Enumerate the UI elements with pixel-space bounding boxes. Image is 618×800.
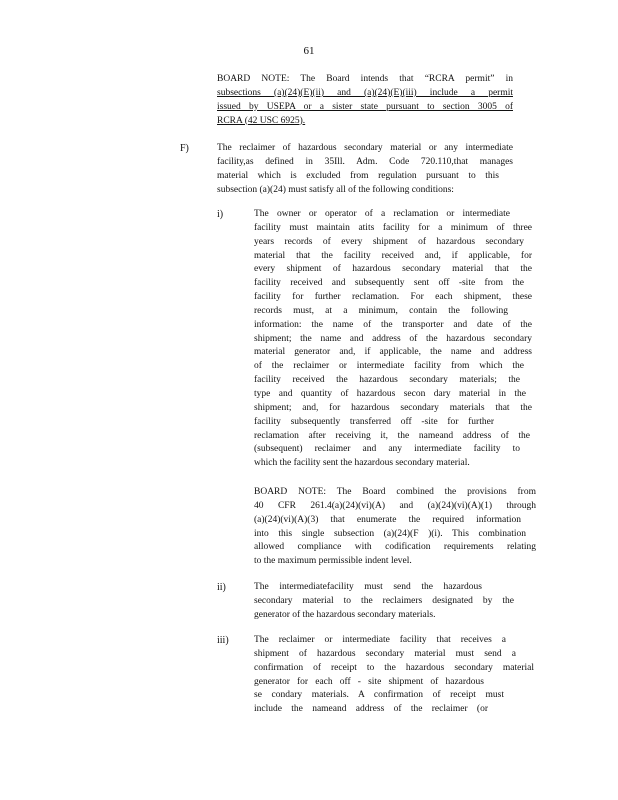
text-line: facility received and subsequently sent off -site from the — [254, 278, 524, 289]
text-line: facility for further reclamation. For each shipment, these — [254, 292, 532, 303]
text-line: RCRA (42 USC 6925). — [217, 115, 306, 126]
item-ii-text — [254, 581, 514, 623]
item-i-text — [254, 208, 532, 471]
item-f-text — [217, 142, 513, 197]
board-note-combined-provisions — [254, 486, 536, 569]
text-line: years records of every shipment of hazardous secondary — [254, 236, 524, 247]
text-line: which the facility sent the hazardous secondary material. — [254, 458, 470, 469]
text-line: facility,as defined in 35Ill. Adm. Code 720.110,that manages — [217, 156, 513, 167]
text-line: BOARD NOTE: The Board combined the provisions from — [254, 487, 536, 497]
item-iii-text — [254, 634, 534, 717]
text-line: 40 CFR 261.4(a)(24)(vi)(A) and (a)(24)(vi)(A)(1) through — [254, 500, 536, 511]
text-line: generator of the hazardous secondary materials. — [254, 609, 436, 620]
text-line: issued by USEPA or a sister state pursuant to section 3005 of — [217, 101, 513, 112]
text-line: (a)(24)(vi)(A)(3) that enumerate the required information — [254, 514, 521, 525]
text-line: material that the facility received and, if applicable, for — [254, 250, 532, 261]
item-iii-marker: iii) — [217, 635, 229, 646]
text-line: of the reclaimer or intermediate facility from which the — [254, 361, 524, 372]
text-line: BOARD NOTE: The Board intends that “RCRA permit” in — [217, 74, 513, 84]
text-line: The reclaimer or intermediate facility that receives a — [254, 635, 506, 645]
text-line: every shipment of hazardous secondary material that the — [254, 264, 532, 275]
text-line: type and quantity of hazardous secon dary material in the — [254, 388, 526, 399]
text-line: confirmation of receipt to the hazardous secondary material — [254, 662, 534, 673]
text-line: information: the name of the transporter and date of the — [254, 319, 532, 330]
text-line: (subsequent) reclaimer and any intermediate facility to — [254, 444, 520, 455]
page-number: 61 — [303, 45, 315, 57]
item-ii-marker: ii) — [217, 582, 226, 593]
text-line: allowed compliance with codification requirements relating — [254, 542, 536, 553]
text-line: subsections (a)(24)(E)(ii) and (a)(24)(E)(iii) include a permit — [217, 87, 513, 98]
text-line: include the nameand address of the reclaimer (or — [254, 704, 488, 715]
text-line: The intermediatefacility must send the hazardous — [254, 582, 482, 592]
board-note-rcra-permit — [217, 73, 513, 128]
text-line: secondary material to the reclaimers designated by the — [254, 595, 514, 606]
text-line: shipment; and, for hazardous secondary materials that the — [254, 402, 532, 413]
text-line: The owner or operator of a reclamation or intermediate — [254, 209, 510, 219]
text-line: material generator and, if applicable, the name and address — [254, 347, 532, 358]
text-line: material which is excluded from regulation pursuant to this — [217, 170, 499, 181]
item-f-marker: F) — [180, 143, 189, 154]
text-line: generator for each off - site shipment of hazardous — [254, 676, 484, 687]
text-line: se condary materials. A confirmation of receipt must — [254, 690, 504, 701]
text-line: subsection (a)(24) must satisfy all of the following conditions: — [217, 184, 454, 195]
text-line: to the maximum permissible indent level. — [254, 556, 412, 567]
text-line: facility subsequently transferred off -site for further — [254, 416, 494, 427]
text-line: shipment; the name and address of the hazardous secondary — [254, 333, 532, 344]
text-line: reclamation after receiving it, the nameand address of the — [254, 430, 530, 441]
text-line: records must, at a minimum, contain the following — [254, 305, 508, 316]
text-line: shipment of hazardous secondary material must send a — [254, 648, 516, 659]
text-line: facility received the hazardous secondary materials; the — [254, 375, 520, 386]
item-i-marker: i) — [217, 209, 224, 220]
text-line: facility must maintain atits facility for a minimum of three — [254, 222, 532, 233]
text-line: into this single subsection (a)(24)(F )(i). This combination — [254, 528, 526, 539]
text-line: The reclaimer of hazardous secondary material or any intermediate — [217, 143, 513, 153]
